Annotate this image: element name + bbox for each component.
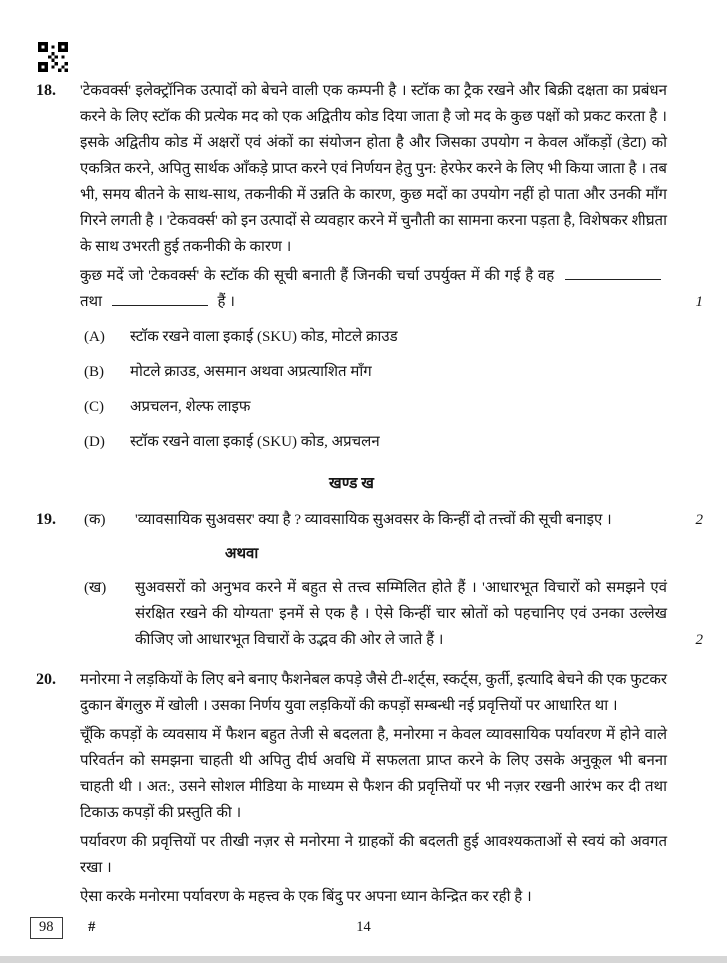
fill-text-after: हैं ।: [217, 294, 235, 310]
part-b-label: (ख): [84, 580, 107, 596]
option-a-label: (A): [84, 329, 105, 345]
marks-question-19b: 2: [695, 632, 703, 648]
option-b-text: मोटले क्राउड, असमान अथवा अप्रत्याशित माँग: [130, 364, 372, 380]
option-a-text: स्टॉक रखने वाला इकाई (SKU) कोड, मोटले क्राउड: [130, 329, 398, 345]
part-b-text: सुअवसरों को अनुभव करने में बहुत से तत्त्व सम्मिलित होते हैं । 'आधारभूत विचारों को समझने एवं संरक्षित रखने की योग्यता' इनमें से एक है । ऐसे किन्हीं चार स्रोतों को पहचानिए एवं उनका उल्लेख कीजिए जो आधारभूत विचारों के उद्भव की ओर ले जाते हैं ।: [135, 580, 667, 648]
option-a: [80, 324, 667, 350]
question-18-text: 'टेकवर्क्स' इलेक्ट्रॉनिक उत्पादों को बेचने वाली एक कम्पनी है । स्टॉक का ट्रैक रखने और बिक्री दक्षता का प्रबंधन करने के लिए स्टॉक की प्रत्येक मद को एक अद्वितीय कोड दिया जाता है जो मद के कुछ पक्षों को प्रकट करता है । इसके अद्वितीय कोड में अक्षरों एवं अंकों का संयोजन होता है और जिसका उपयोग न केवल आँकड़ों (डेटा) को एकत्रित करने, अपितु सार्थक आँकड़े प्राप्त करने एवं निर्णयन हेतु पुन: हेरफेर करने के लिए भी किया जाता है । तब भी, समय बीतने के साथ-साथ, तकनीकी में उन्नति के कारण, कुछ मदों का उपयोग नहीं हो पाता और उनकी माँग गिरने लगती है । 'टेकवर्क्स' को इन उत्पादों से व्यवहार करने में चुनौती का सामना करना पड़ता है, विशेषकर शीघ्रता के साथ उभरती हुई तकनीकी के कारण ।: [80, 83, 667, 255]
question-20-paragraph-2: चूँकि कपड़ों के व्यवसाय में फैशन बहुत तेजी से बदलता है, मनोरमा न केवल व्यावसायिक पर्यावरण में होने वाले परिवर्तन को समझना चाहती थी अपितु दीर्घ अवधि में सफलता प्राप्त करने के लिए उसके अनुकूल भी बनना चाहती थी । अत:, उसने सोशल मीडिया के माध्यम से फैशन की प्रवृत्तियों पर भी नज़र रखनी आरंभ कर दी तथा टिकाऊ कपड़ों की प्रस्तुति की ।: [80, 727, 667, 821]
question-20-paragraph-4: ऐसा करके मनोरमा पर्यावरण के महत्त्व के एक बिंदु पर अपना ध्यान केन्द्रित कर रही है ।: [80, 889, 532, 905]
part-a-label: (क): [84, 512, 106, 528]
option-d-text: स्टॉक रखने वाला इकाई (SKU) कोड, अप्रचलन: [130, 434, 380, 450]
option-c-label: (C): [84, 399, 104, 415]
spacer: [36, 653, 697, 667]
question-18-number: 18.: [36, 82, 56, 99]
fill-text-middle: तथा: [80, 294, 103, 310]
question-20-paragraph-3: पर्यावरण की प्रवृत्तियों पर तीखी नज़र से मनोरमा ने ग्राहकों की बदलती हुई आवश्यकताओं से स्वयं को अवगत रखा ।: [80, 834, 667, 876]
page-number: 14: [356, 919, 371, 935]
option-d: [80, 429, 667, 455]
qr-code: [38, 42, 68, 72]
question-20-paragraph-1: मनोरमा ने लड़कियों के लिए बने बनाए फैशनेबल कपड़े जैसे टी-शर्ट्स, स्कर्ट्स, कुर्ती, इत्यादि बेचने की एक फुटकर दुकान बेंगलुरु में खोली । उसका निर्णय युवा लड़कियों की कपड़ों सम्बन्धी नई प्रवृत्तियों पर आधारित था ।: [80, 672, 667, 714]
question-18: [36, 78, 703, 455]
marks-question-18: 1: [695, 294, 703, 310]
question-19-number: 19.: [36, 511, 56, 528]
question-18-body: [80, 78, 703, 455]
question-19-part-a: [80, 507, 703, 533]
section-b-header: खण्ड ख: [329, 475, 374, 492]
fill-text-before: कुछ मदें जो 'टेकवर्क्स' के स्टॉक की सूची बनाती हैं जिनकी चर्चा उपर्युक्त में की गई है वह: [80, 268, 555, 284]
page-footer: [30, 917, 697, 941]
marks-question-19a: 2: [695, 512, 703, 528]
option-d-label: (D): [84, 434, 105, 450]
hash-mark: #: [88, 919, 96, 935]
option-b: [80, 359, 667, 385]
fill-blank-1: [565, 267, 661, 280]
question-19-part-b: [80, 575, 703, 653]
option-c: [80, 394, 667, 420]
question-19: [36, 507, 703, 653]
question-20-body: [80, 667, 667, 913]
question-19-body: [80, 507, 703, 653]
part-a-text: 'व्यावसायिक सुअवसर' क्या है ? व्यावसायिक सुअवसर के किन्हीं दो तत्त्वों की सूची बनाइए ।: [135, 512, 612, 528]
question-20: [36, 667, 697, 913]
question-18-fill-line: [80, 263, 703, 315]
paper-code: 98: [30, 917, 63, 939]
option-b-label: (B): [84, 364, 104, 380]
option-c-text: अप्रचलन, शेल्फ लाइफ: [130, 399, 251, 415]
or-label: अथवा: [225, 546, 259, 562]
fill-blank-2: [112, 293, 208, 306]
scan-edge: [0, 956, 727, 963]
question-20-number: 20.: [36, 671, 56, 688]
